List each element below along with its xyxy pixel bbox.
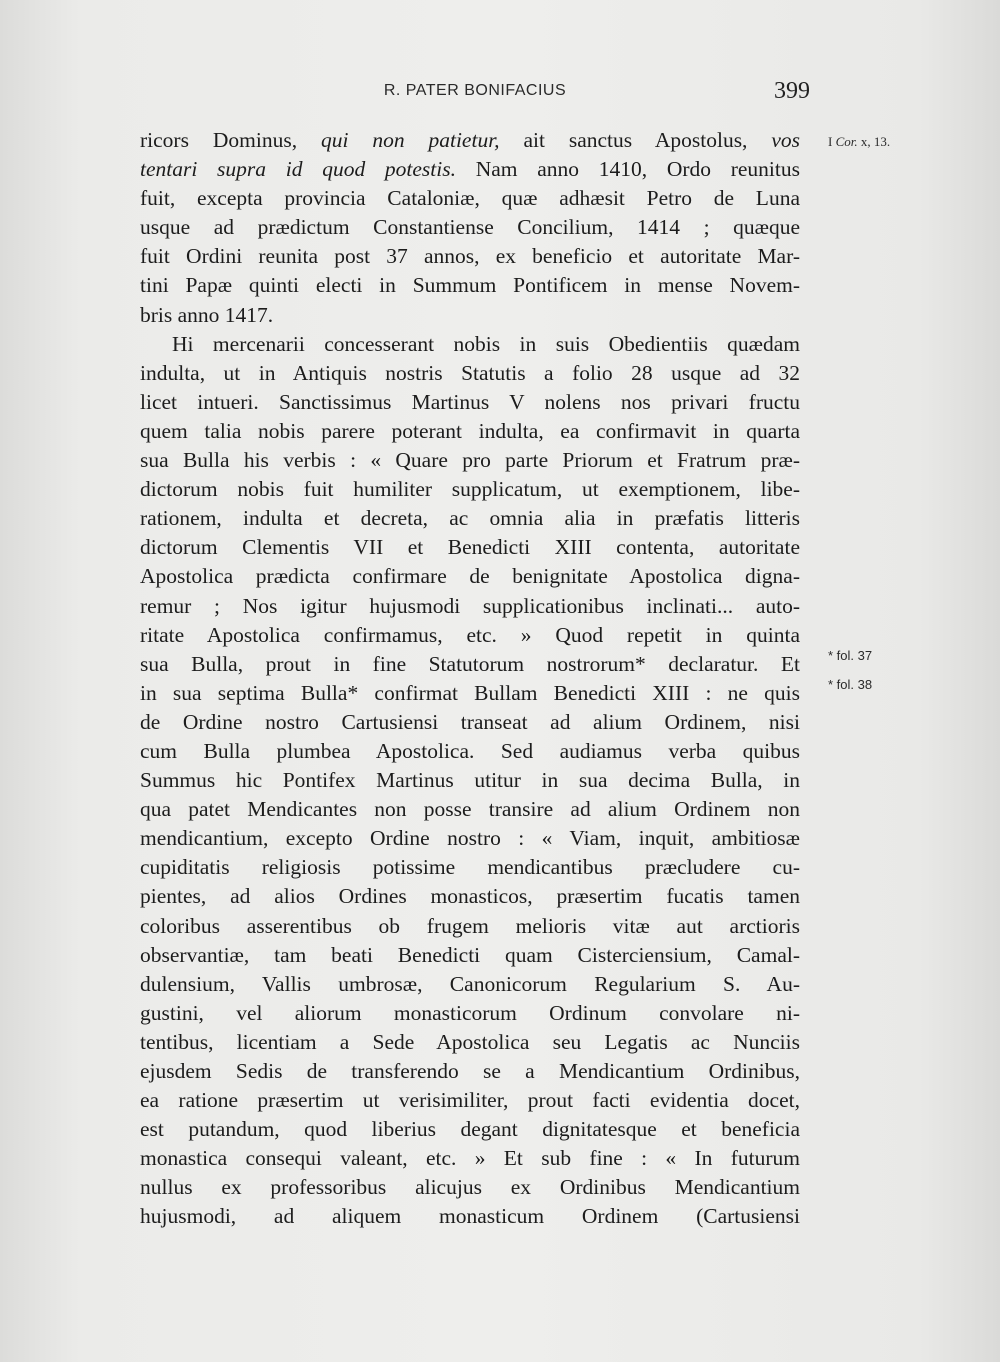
text-line-15: dictorum Clementis VII et Benedicti XIII contenta, autoritate (140, 535, 800, 560)
text-line-10: licet intueri. Sanctissimus Martinus V nolens nos privari fructu (140, 389, 800, 414)
text-line-14: rationem, indulta et decreta, ac omnia alia in præfatis litteris (140, 506, 800, 531)
text-line-12: sua Bulla his verbis : « Quare pro parte Priorum et Fratrum præ- (140, 448, 800, 473)
text-line-13: dictorum nobis fuit humiliter supplicatum, ut exemptionem, libe- (140, 477, 800, 502)
text-line-2 (140, 155, 800, 184)
text-line-19: sua Bulla, prout in fine Statutorum nostrorum* declaratur. Et (140, 651, 800, 676)
text-line-33: ejusdem Sedis de transferendo se a Mendicantium Ordinibus, (140, 1059, 800, 1083)
text-line-22: cum Bulla plumbea Apostolica. Sed audiamus verba quibus (140, 738, 800, 763)
text-line-25: mendicantium, excepto Ordine nostro : « Viam, inquit, ambitiosæ (140, 826, 800, 851)
italic-quote: vos (771, 128, 800, 152)
page-number: 399 (774, 78, 810, 104)
text-line-1 (140, 126, 800, 155)
text-line-24: qua patet Mendicantes non posse transire ad alium Ordinem non (140, 797, 800, 822)
text-line-17: remur ; Nos igitur hujusmodi supplicationibus inclinati... auto- (140, 593, 800, 618)
marginal-note-scripture (828, 134, 890, 150)
text-line-20: in sua septima Bulla* confirmat Bullam Benedicti XIII : ne quis (140, 680, 800, 705)
text-line-38: hujusmodi, ad aliquem monasticum Ordinem (Cartusiensi (140, 1204, 800, 1229)
text-line-28: coloribus asserentibus ob frugem melioris vitæ aut arctioris (140, 913, 800, 938)
marginal-note-folio: * fol. 38 (828, 677, 873, 692)
text-run: Nam anno 1410, Ordo reunitus (455, 157, 800, 182)
text-line-6: tini Papæ quinti electi in Summum Pontificem in mense Novem- (140, 273, 800, 298)
text-line-36: monastica consequi valeant, etc. » Et sub fine : « In futurum (140, 1146, 800, 1171)
running-title: R. PATER BONIFACIUS (383, 82, 567, 99)
marginal-note-prefix: I (828, 134, 836, 149)
text-line-16: Apostolica prædicta confirmare de benignitate Apostolica digna- (140, 564, 800, 589)
text-line-31: gustini, vel aliorum monasticorum Ordinum convolare ni- (140, 1000, 800, 1025)
running-head (140, 78, 810, 108)
text-line-4: usque ad prædictum Constantiense Concilium, 1414 ; quæque (140, 215, 800, 240)
text-line-30: dulensium, Vallis umbrosæ, Canonicorum Regularium S. Au- (140, 971, 800, 996)
text-line-37: nullus ex professoribus alicujus ex Ordinibus Mendicantium (140, 1175, 800, 1200)
text-line-34: ea ratione præsertim ut verisimiliter, prout facti evidentia docet, (140, 1088, 800, 1113)
marginal-note-folio: * fol. 37 (828, 648, 873, 663)
text-line-18: ritate Apostolica confirmamus, etc. » Quod repetit in quinta (140, 622, 800, 647)
italic-quote: tentari supra id quod potestis. (140, 157, 456, 182)
text-line-27: pientes, ad alios Ordines monasticos, præsertim fucatis tamen (140, 884, 800, 909)
text-line-21: de Ordine nostro Cartusiensi transeat ad alium Ordinem, nisi (140, 709, 800, 734)
text-line-3: fuit, excepta provincia Cataloniæ, quæ adhæsit Petro de Luna (140, 186, 800, 211)
body-text (140, 126, 800, 1232)
text-line-26: cupiditatis religiosis potissime mendicantibus præcludere cu- (140, 855, 800, 880)
marginal-note-ref: x, 13. (857, 134, 891, 149)
text-line-35: est putandum, quod liberius degant dignitatesque et beneficia (140, 1117, 800, 1142)
text-line-32: tentibus, licentiam a Sede Apostolica seu Legatis ac Nunciis (140, 1029, 800, 1054)
text-line-23: Summus hic Pontifex Martinus utitur in sua decima Bulla, in (140, 768, 800, 793)
text-run: ait sanctus Apostolus, (499, 128, 772, 152)
text-line-5: fuit Ordini reunita post 37 annos, ex beneficio et autoritate Mar- (140, 244, 800, 269)
text-line-29: observantiæ, tam beati Benedicti quam Cisterciensium, Camal- (140, 942, 800, 967)
marginal-note-book: Cor. (835, 134, 858, 149)
text-line-7: bris anno 1417. (140, 302, 274, 327)
text-line-11: quem talia nobis parere poterant indulta, ea confirmavit in quarta (140, 418, 800, 443)
italic-quote: qui non patietur, (320, 128, 500, 152)
text-line-8: Hi mercenarii concesserant nobis in suis Obedientiis quædam (172, 331, 800, 356)
text-run: ricors Dominus, (140, 128, 321, 152)
text-line-9: indulta, ut in Antiquis nostris Statutis a folio 28 usque ad 32 (140, 360, 800, 385)
